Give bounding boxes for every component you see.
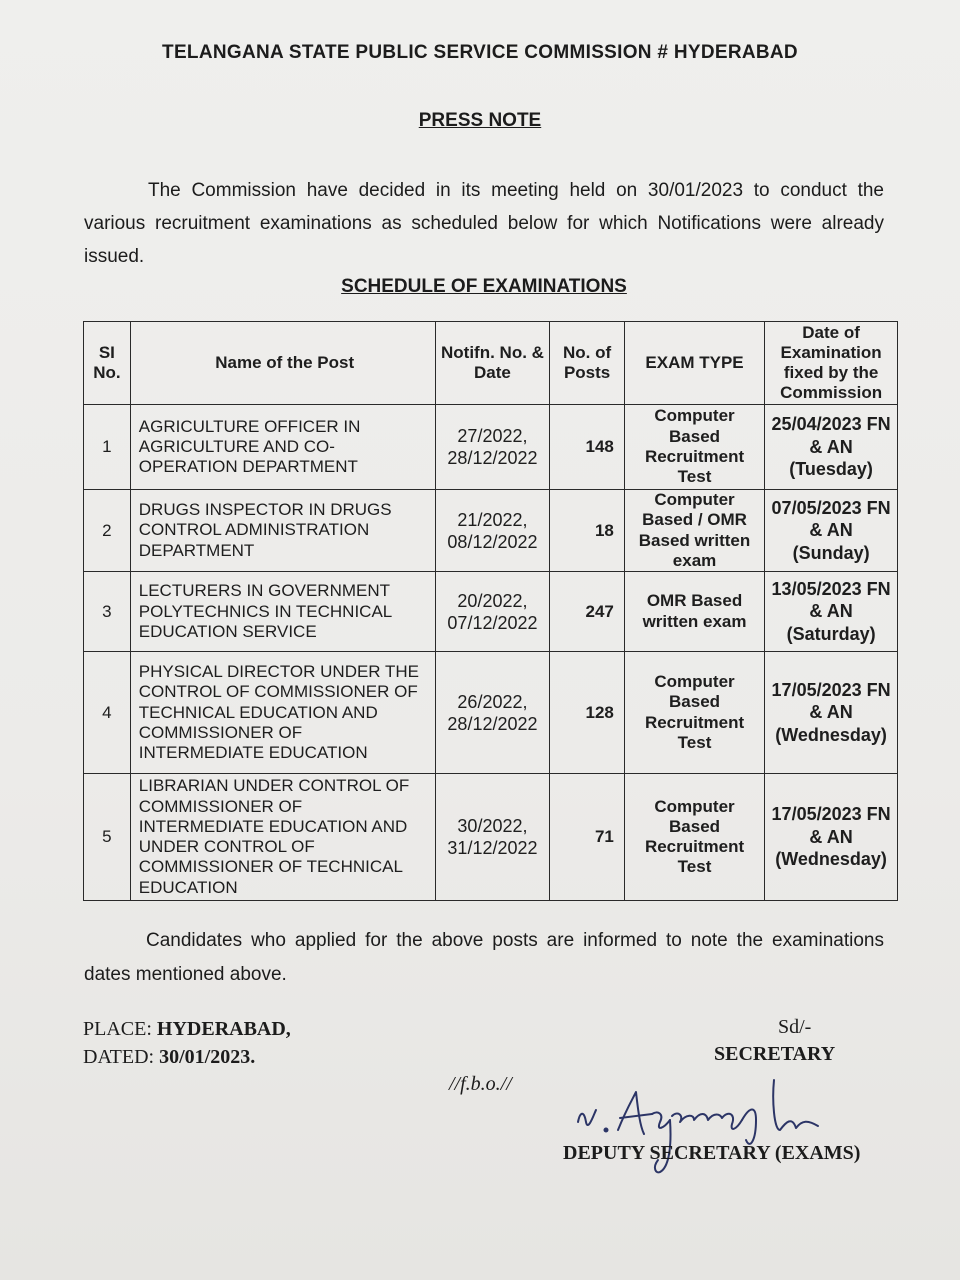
cell-notification: 20/2022, 07/12/2022 [435, 572, 550, 652]
dated-line [83, 1046, 255, 1069]
col-header-date: Date of Examination fixed by the Commission [765, 322, 898, 405]
cell-post-name: AGRICULTURE OFFICER IN AGRICULTURE AND CO-OPERATION DEPARTMENT [130, 405, 435, 490]
commission-header: TELANGANA STATE PUBLIC SERVICE COMMISSION # HYDERABAD [162, 42, 798, 63]
cell-exam-type: Computer Based Recruitment Test [624, 774, 764, 901]
dated-label: DATED: [83, 1046, 155, 1068]
table-row [84, 774, 898, 901]
cell-notification: 27/2022, 28/12/2022 [435, 405, 550, 490]
cell-sl: 2 [84, 490, 131, 572]
cell-posts: 18 [550, 490, 625, 572]
cell-exam-type: Computer Based / OMR Based written exam [624, 490, 764, 572]
col-header-sl: SI No. [84, 322, 131, 405]
sd-mark: Sd/- [778, 1016, 812, 1038]
deputy-secretary-title: DEPUTY SECRETARY (EXAMS) [563, 1142, 861, 1164]
cell-exam-type: Computer Based Recruitment Test [624, 652, 764, 774]
candidates-note: Candidates who applied for the above posts are informed to note the examinations dates mentioned above. [84, 930, 884, 985]
schedule-title: SCHEDULE OF EXAMINATIONS [341, 276, 627, 297]
table-row [84, 490, 898, 572]
col-header-name: Name of the Post [130, 322, 435, 405]
dated-value: 30/01/2023. [159, 1046, 256, 1068]
fbo-mark: //f.b.o.// [449, 1073, 512, 1095]
press-note-title: PRESS NOTE [418, 110, 542, 131]
cell-notification: 26/2022, 28/12/2022 [435, 652, 550, 774]
cell-exam-date: 13/05/2023 FN & AN (Saturday) [765, 572, 898, 652]
cell-exam-type: Computer Based Recruitment Test [624, 405, 764, 490]
cell-post-name: LIBRARIAN UNDER CONTROL OF COMMISSIONER OF INTERMEDIATE EDUCATION AND UNDER CONTROL OF COMMISSIONER OF TECHNICAL EDUCATION [130, 774, 435, 901]
place-value: HYDERABAD, [156, 1018, 291, 1040]
cell-notification: 21/2022, 08/12/2022 [435, 490, 550, 572]
intro-paragraph: The Commission have decided in its meeting held on 30/01/2023 to conduct the various recruitment examinations as scheduled below for which Notifications were already issued. [84, 180, 884, 267]
cell-posts: 128 [550, 652, 625, 774]
cell-exam-date: 25/04/2023 FN & AN (Tuesday) [765, 405, 898, 490]
table-row [84, 405, 898, 490]
place-line [83, 1018, 291, 1041]
cell-sl: 1 [84, 405, 131, 490]
secretary-title: SECRETARY [714, 1043, 836, 1065]
cell-sl: 4 [84, 652, 131, 774]
col-header-notification: Notifn. No. & Date [435, 322, 550, 405]
place-label: PLACE: [83, 1018, 152, 1040]
cell-post-name: DRUGS INSPECTOR IN DRUGS CONTROL ADMINISTRATION DEPARTMENT [130, 490, 435, 572]
cell-exam-date: 07/05/2023 FN & AN (Sunday) [765, 490, 898, 572]
cell-exam-date: 17/05/2023 FN & AN (Wednesday) [765, 774, 898, 901]
cell-post-name: PHYSICAL DIRECTOR UNDER THE CONTROL OF COMMISSIONER OF TECHNICAL EDUCATION AND COMMISSIONER OF INTERMEDIATE EDUCATION [130, 652, 435, 774]
col-header-exam-type: EXAM TYPE [624, 322, 764, 405]
col-header-posts: No. of Posts [550, 322, 625, 405]
schedule-table [83, 321, 898, 901]
table-row [84, 572, 898, 652]
cell-exam-date: 17/05/2023 FN & AN (Wednesday) [765, 652, 898, 774]
cell-posts: 148 [550, 405, 625, 490]
cell-sl: 5 [84, 774, 131, 901]
table-row [84, 652, 898, 774]
cell-exam-type: OMR Based written exam [624, 572, 764, 652]
cell-post-name: LECTURERS IN GOVERNMENT POLYTECHNICS IN TECHNICAL EDUCATION SERVICE [130, 572, 435, 652]
cell-posts: 71 [550, 774, 625, 901]
cell-posts: 247 [550, 572, 625, 652]
table-header-row [84, 322, 898, 405]
cell-sl: 3 [84, 572, 131, 652]
cell-notification: 30/2022, 31/12/2022 [435, 774, 550, 901]
